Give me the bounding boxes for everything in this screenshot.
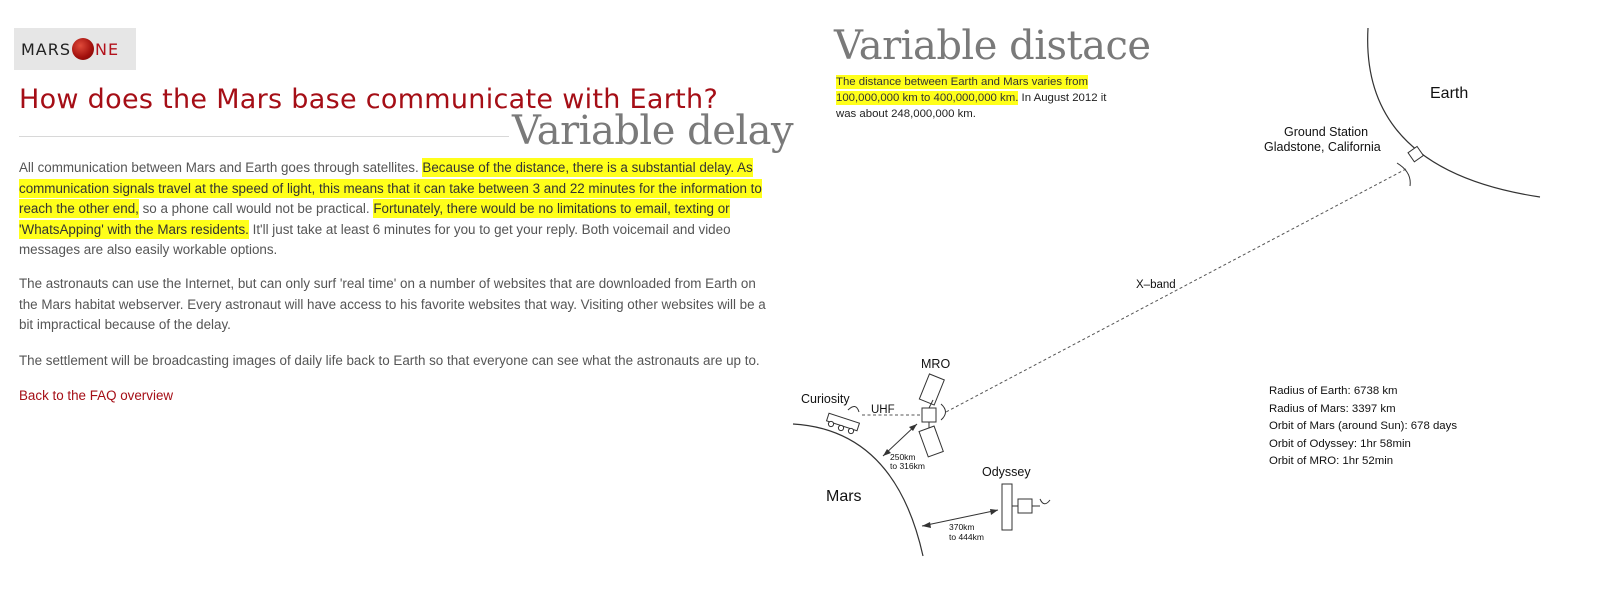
variable-delay-label: Variable delay bbox=[512, 108, 794, 154]
paragraph-broadcast: The settlement will be broadcasting images of daily life back to Earth so that everyone can see what the astronauts are up to. bbox=[19, 353, 760, 368]
mro-satellite-icon bbox=[919, 374, 945, 457]
fact-item: Radius of Earth: 6738 km bbox=[1269, 385, 1398, 397]
title-divider bbox=[19, 136, 509, 137]
mars-label: Mars bbox=[826, 488, 862, 505]
odyssey-altitude-label-1: 370km bbox=[949, 522, 975, 532]
ground-station-dish-icon bbox=[1397, 146, 1423, 186]
mars-planet-icon bbox=[72, 38, 94, 60]
p1-highlight-1: Because of the distance, there is a substantial delay. As communication signals travel at the speed of light, this means that it can take between 3 and 22 minutes for the information to reach the other end, bbox=[19, 160, 762, 216]
distance-rest: In August 2012 it was about 248,000,000 km. bbox=[836, 92, 1107, 120]
mro-label: MRO bbox=[921, 357, 951, 371]
logo-text-mars: MARS bbox=[21, 39, 72, 59]
back-to-faq-link[interactable]: Back to the FAQ overview bbox=[19, 388, 174, 403]
logo-text-ne: NE bbox=[95, 39, 120, 59]
mro-altitude-label-2: to 316km bbox=[890, 461, 925, 471]
fact-item: Orbit of MRO: 1hr 52min bbox=[1269, 455, 1394, 468]
facts-list bbox=[1269, 383, 1457, 471]
p1-text-2: so a phone call would not be practical. bbox=[138, 201, 374, 216]
ground-station-label-2: Gladstone, California bbox=[1264, 140, 1381, 154]
paragraph-delay bbox=[19, 158, 769, 261]
p1-text-3: It'll just take at least 6 minutes for you to get your reply. Both voicemail and video messages are also easily workable options. bbox=[19, 221, 731, 257]
earth-arc bbox=[1368, 28, 1540, 197]
odyssey-satellite-icon bbox=[1002, 484, 1050, 530]
ground-station-label-1: Ground Station bbox=[1284, 125, 1369, 139]
communication-diagram bbox=[780, 0, 1600, 595]
uhf-label: UHF bbox=[871, 404, 895, 416]
mro-altitude-label-1: 250km bbox=[890, 452, 916, 462]
p1-highlight-2: Fortunately, there would be no limitations to email, texting or 'WhatsApping' with the Mars residents. bbox=[19, 201, 730, 237]
mars-one-logo[interactable] bbox=[14, 28, 136, 70]
variable-distance-title: Variable distace bbox=[834, 23, 1151, 69]
odyssey-altitude-label-2: to 444km bbox=[949, 532, 984, 542]
earth-label: Earth bbox=[1430, 85, 1469, 102]
distance-highlight: The distance between Earth and Mars varies from 100,000,000 km to 400,000,000 km. bbox=[836, 76, 1088, 104]
paragraph-internet: The astronauts can use the Internet, but can only surf 'real time' on a number of websites that are downloaded from Earth on the Mars habitat webserver. Every astronaut will have access to his favorite websites that way. Visiting other websites will be a bit impractical because of the delay. bbox=[19, 276, 766, 332]
xband-link-line bbox=[946, 169, 1406, 412]
fact-item: Orbit of Mars (around Sun): 678 days bbox=[1269, 420, 1458, 433]
fact-item: Radius of Mars: 3397 km bbox=[1269, 402, 1396, 415]
curiosity-label: Curiosity bbox=[801, 392, 850, 406]
fact-item: Orbit of Odyssey: 1hr 58min bbox=[1269, 437, 1411, 450]
odyssey-label: Odyssey bbox=[982, 465, 1031, 479]
p1-text-1: All communication between Mars and Earth goes through satellites. bbox=[19, 160, 423, 175]
page-title: How does the Mars base communicate with Earth? bbox=[19, 84, 719, 115]
xband-label: X–band bbox=[1136, 279, 1176, 291]
curiosity-rover-icon bbox=[827, 406, 860, 433]
